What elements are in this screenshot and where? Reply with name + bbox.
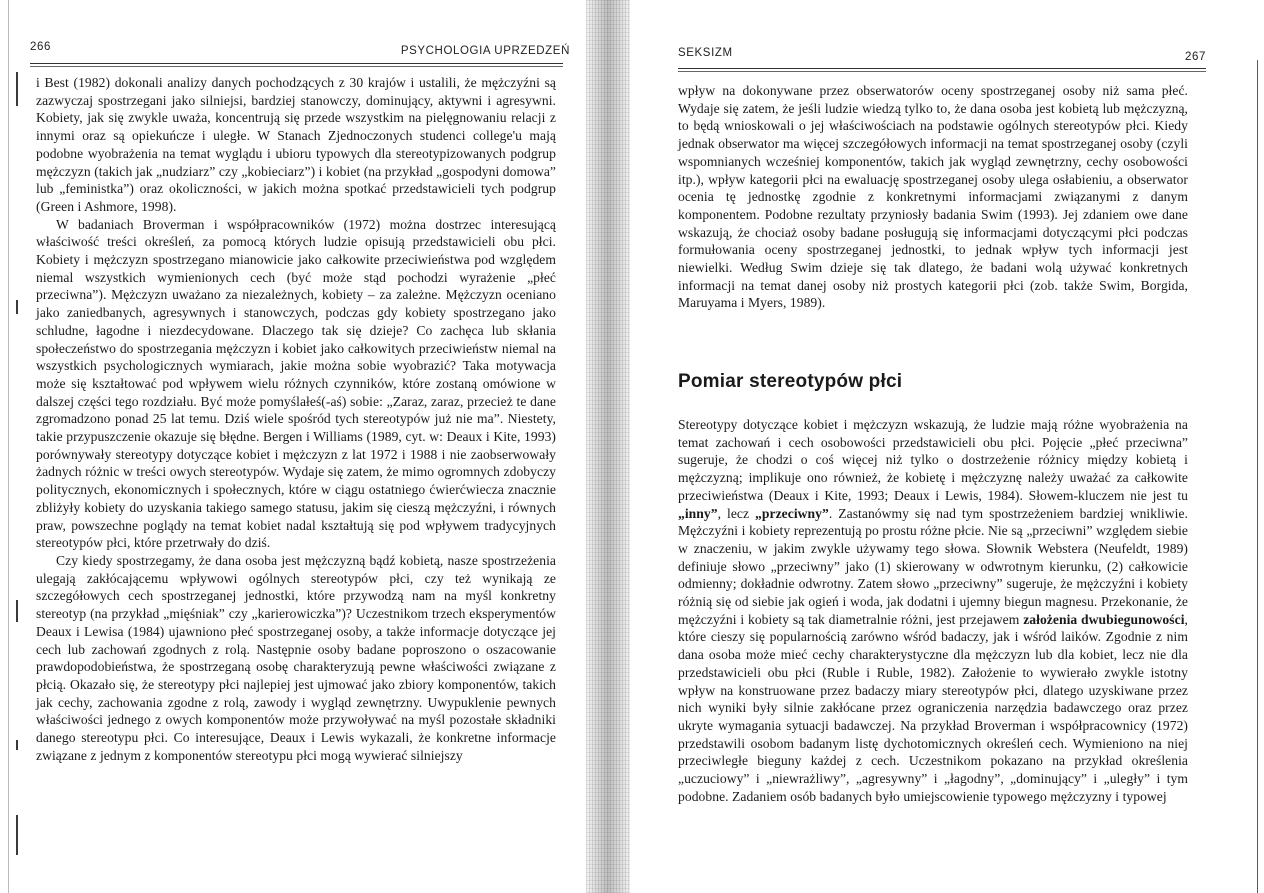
paragraph: W badaniach Broverman i współpracowników (1972) można dostrzec interesującą właściwość treści określeń, za pomocą których ludzie opisują przedstawicieli obu płci. Kobiety i mężczyzn spostrzegano mianowicie jako całkowite przeciwieństwa pod względem niemal wszystkich wymienionych cech (być może stąd pochodzi wyrażenie „płeć przeciwna”). Mężczyzn uważano za niezależnych, kobiety – za zależne. Mężczyzn oceniano jako zaniedbanych, agresywnych i stanowczych, podczas gdy kobiety spostrzegano jako schludne, łagodne i niezdecydowane. Dlaczego tak się dzieje? Co zachęca lub skłania społeczeństwo do spostrzegania mężczyzn i kobiet jako całkowitych przeciwieństw niemal na wszystkich psychologicznych wymiarach, jakie można sobie wyobrazić? Taka motywacja może się kształtować pod wpływem wielu różnych czynników, które zostaną omówione w dalszej części tego rozdziału. Być może pomyślałeś(-aś) sobie: „Zaraz, zaraz, przecież te dane zgromadzono ponad 25 lat temu. Dziś wiele spośród tych stereotypów już nie ma”. Niestety, takie przypuszczenie okazuje się błędne. Bergen i Williams (1989, cyt. w: Deaux i Kite, 1993) porównywały stereotypy dotyczące kobiet i mężczyzn z lat 1972 i 1988 i nie zaobserwowały żadnych różnic w treści owych stereotypów. Wydaje się zatem, że mimo ogromnych zdobyczy politycznych, ekonomicznych i społecznych, które w ciągu ostatniego ćwierćwiecza znacznie zbliżyły kobiety do uzyskania takiego samego statusu, jakim się cieszą mężczyźni, i równych praw, powszechne poglądy na temat kobiet nadal kształtują się pod wpływem tradycyjnych stereotypów płci, które przetrwały do dziś.: [36, 216, 556, 551]
running-head: PSYCHOLOGIA UPRZEDZEŃ: [400, 45, 570, 57]
running-head: SEKSIZM: [678, 47, 733, 59]
right-body-text-bottom: [678, 416, 1188, 805]
header-rule: [30, 63, 563, 64]
left-body-text: [36, 74, 556, 764]
margin-pen-mark: [16, 815, 18, 855]
margin-pen-mark: [16, 600, 18, 622]
header-rule-thin: [30, 66, 563, 67]
bold-term: „inny”: [678, 505, 718, 521]
margin-pen-mark: [16, 300, 18, 314]
paragraph: [678, 416, 1188, 805]
margin-pen-mark: [16, 72, 18, 106]
header-rule-thin: [678, 71, 1206, 72]
scan-edge-right: [1257, 60, 1258, 893]
text-run: Stereotypy dotyczące kobiet i mężczyzn wskazują, że ludzie mają różne wyobrażenia na temat zachowań i cech osobowości przedstawicieli obu płci. Pojęcie „płeć przeciwna” sugeruje, że chodzi o coś więcej niż tylko o dostrzeżenie różnicy między kobietą i mężczyzną; implikuje ono również, że kobietę i mężczyznę należy uważać za całkowite przeciwieństwa (Deaux i Kite, 1993; Deaux i Lewis, 1984). Słowem-kluczem nie jest tu: [678, 417, 1188, 503]
page-number: 267: [1185, 51, 1206, 63]
section-heading: Pomiar stereotypów płci: [678, 371, 903, 392]
book-gutter: [586, 0, 630, 893]
paragraph: Czy kiedy spostrzegamy, że dana osoba jest mężczyzną bądź kobietą, nasze spostrzeżenia ulegają zakłócającemu wpływowi ogólnych stereotypów płci, czy też wynikają ze szczegółowych cech spostrzeganej jednostki, które przywodzą nam na myśl konkretny stereotyp (na przykład „mięśniak” czy „karierowiczka”)? Uczestnikom trzech eksperymentów Deaux i Lewisa (1984) ujawniono płeć spostrzeganej osoby, a także informacje dotyczące jej cech lub zachowań zgodnych z rolą. Następnie osoby badane poproszono o oszacowanie prawdopodobieństwa, że spostrzeganą osobę charakteryzują pewne właściwości związane z płcią. Okazało się, że stereotypy płci najlepiej jest ujmować jako zbiory komponentów, takich jak cechy, zachowania zgodne z rolą, zawody i wygląd zewnętrzny. Uwypuklenie pewnych właściwości jednego z owych komponentów może przywoływać na myśl pozostałe składniki danego stereotypu płci. Co interesujące, Deaux i Lewis wykazali, że konkretne informacje związane z jednym z komponentów stereotypu płci mogą wywierać silniejszy: [36, 552, 556, 763]
paragraph: wpływ na dokonywane przez obserwatorów oceny spostrzeganej osoby niż sama płeć. Wydaje się zatem, że jeśli ludzie wiedzą tylko to, że dana osoba jest kobietą lub mężczyzną, to będą wnioskowali o jej właściwościach na podstawie ogólnych stereotypów płci. Kiedy jednak obserwator ma więcej szczegółowych informacji na temat spostrzeganej osoby (czyli wspomnianych wcześniej komponentów, takich jak wygląd zewnętrzny, cechy osobowości itp.), wpływ kategorii płci na ewaluację spostrzeganej osoby ulega osłabieniu, a obserwator ocenia tę jednostkę zgodnie z konkretnymi informacjami związanymi z danym komponentem. Podobne rezultaty przyniosły badania Swim (1993). Jej zdaniem owe dane wskazują, że chociaż osoby badane posługują się informacjami dotyczącymi płci podczas formułowania oceny spostrzeganej jednostki, to jednak wpływ tych informacji jest niewielki. Według Swim dzieje się tak dlatego, że badani wolą używać konkretnych informacji na temat danej osoby niż prostych kategorii płci (zob. także Swim, Borgida, Maruyama i Myers, 1989).: [678, 83, 1188, 311]
scan-edge-left: [8, 0, 9, 893]
bold-term: założenia dwubiegunowości: [1023, 611, 1185, 627]
page-number: 266: [30, 41, 51, 53]
header-rule: [678, 68, 1206, 69]
bold-term: „przeciwny”: [755, 505, 829, 521]
margin-pen-mark: [16, 740, 18, 750]
text-run: . Zastanówmy się nad tym spostrzeżeniem bardziej wnikliwie. Mężczyźni i kobiety reprezentują po prostu różne płcie. Nie są „przeciwni” względem siebie w znaczeniu, w jakim zwykle używamy tego słowa. Słownik Webstera (Neufeldt, 1989) definiuje słowo „przeciwny” jako (1) skierowany w odwrotnym kierunku, (2) całkowicie odmienny; dokładnie odwrotny. Zatem słowo „przeciwny” sugeruje, że mężczyźni i kobiety różnią się od siebie jak ogień i woda, jak dodatni i ujemny biegun magnesu. Przekonanie, że mężczyźni i kobiety są tak diametralnie różni, jest przejawem: [678, 505, 1188, 627]
text-run: , lecz: [717, 505, 756, 521]
right-body-text-top: [678, 82, 1188, 312]
text-run: , które cieszy się popularnością zarówno wśród badaczy, jak i wśród laików. Zgodnie z nim dana osoba może mieć cechy charakterystyczne dla mężczyzn lub dla kobiet, lecz nie dla przedstawicieli obu płci (Ruble i Ruble, 1982). Założenie to wywierało zwykle istotny wpływ na konstruowane przez badaczy miary stereotypów płci, dlatego uzyskiwane przez nich wyniki były silnie zakłócane przez ograniczenia narzędzia badawczego oraz przez ukryte wymagania sytuacji badawczej. Na przykład Broverman i współpracownicy (1972) przedstawili osobom badanym listę dychotomicznych określeń cech. Wymieniono na niej przeciwległe bieguny każdej z cech. Uczestnikom pokazano na przykład określenia „uczuciowy” i „niewrażliwy”, „agresywny” i „łagodny”, „dominujący” i „uległy” i tym podobne. Zadaniem osób badanych było umiejscowienie typowego mężczyzny i typowej: [678, 611, 1188, 804]
paragraph: i Best (1982) dokonali analizy danych pochodzących z 30 krajów i ustalili, że mężczyźni są zazwyczaj spostrzegani jako silniejsi, bardziej stanowczy, dominujący, aktywni i agresywni. Kobiety, jak się zwykle uważa, koncentrują się przede wszystkim na pielęgnowaniu relacji z innymi oraz są opiekuńcze i uległe. W Stanach Zjednoczonych studenci college'u mają podobne wyobrażenia na temat wyglądu i ubioru typowych dla stereotypizowanych podgrup mężczyzn (takich jak „nudziarz” czy „kobieciarz”) i kobiet (na przykład „gospodyni domowa” lub „feministka”) oraz okoliczności, w jakich można spotkać przedstawicieli tych podgrup (Green i Ashmore, 1998).: [36, 75, 556, 214]
